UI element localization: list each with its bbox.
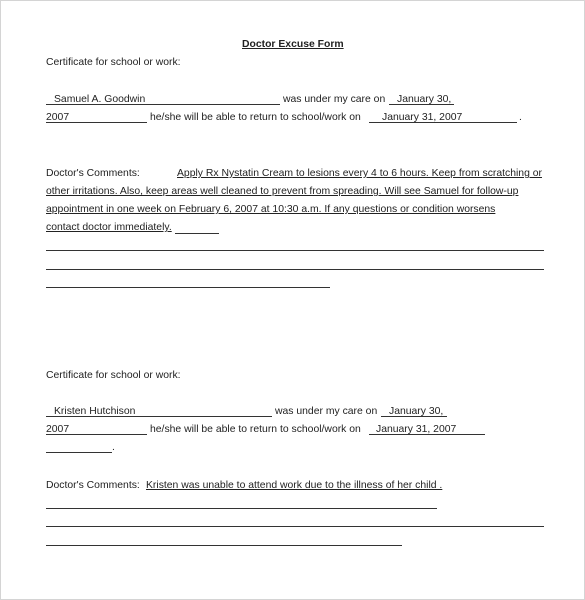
entry1-heading: Certificate for school or work: bbox=[46, 57, 181, 68]
entry1-return-date-line bbox=[369, 122, 517, 123]
entry2-care-date-line bbox=[381, 416, 447, 417]
entry1-comments-line2[interactable]: other irritations. Also, keep areas well cleaned to prevent from spreading. Will see Samuel for follow-up bbox=[46, 186, 519, 197]
entry2-blank-line-3 bbox=[46, 545, 402, 546]
entry2-end-mark: . bbox=[112, 442, 115, 453]
entry2-care-date-part1[interactable]: January 30, bbox=[389, 406, 444, 417]
entry1-blank-line-1 bbox=[46, 250, 544, 251]
entry1-comments-tail-line bbox=[175, 233, 219, 234]
entry2-continuation-line bbox=[46, 452, 112, 453]
entry2-care-date-part2[interactable]: 2007 bbox=[46, 424, 70, 435]
entry1-return-text: he/she will be able to return to school/work on bbox=[150, 112, 361, 123]
form-title: Doctor Excuse Form bbox=[242, 39, 344, 50]
entry1-comments-line3[interactable]: appointment in one week on February 6, 2007 at 10:30 a.m. If any questions or condition worsens bbox=[46, 204, 496, 215]
entry1-end-mark: . bbox=[519, 112, 522, 123]
entry1-care-date-part1[interactable]: January 30, bbox=[397, 94, 452, 105]
entry1-blank-line-2 bbox=[46, 269, 544, 270]
entry1-comments-line4[interactable]: contact doctor immediately. bbox=[46, 222, 172, 233]
entry2-name-line bbox=[46, 416, 272, 417]
entry1-patient-name[interactable]: Samuel A. Goodwin bbox=[54, 94, 146, 105]
entry2-blank-line-1 bbox=[46, 508, 437, 509]
entry1-name-line bbox=[46, 104, 280, 105]
entry2-return-text: he/she will be able to return to school/work on bbox=[150, 424, 361, 435]
entry2-comments-line1[interactable]: Kristen was unable to attend work due to the illness of her child . bbox=[146, 480, 443, 491]
entry1-blank-line-3 bbox=[46, 287, 330, 288]
entry2-heading: Certificate for school or work: bbox=[46, 370, 181, 381]
entry1-care-text: was under my care on bbox=[283, 94, 386, 105]
entry2-return-date[interactable]: January 31, 2007 bbox=[376, 424, 457, 435]
entry1-comments-label: Doctor's Comments: bbox=[46, 168, 140, 179]
entry2-patient-name[interactable]: Kristen Hutchison bbox=[54, 406, 136, 417]
entry2-comments-label: Doctor's Comments: bbox=[46, 480, 140, 491]
entry2-blank-line-2 bbox=[46, 526, 544, 527]
entry2-care-text: was under my care on bbox=[275, 406, 378, 417]
entry2-return-date-line bbox=[369, 434, 485, 435]
entry2-care-date-line2 bbox=[46, 434, 147, 435]
entry1-comments-line1[interactable]: Apply Rx Nystatin Cream to lesions every 4 to 6 hours. Keep from scratching or bbox=[177, 168, 542, 179]
entry1-care-date-line2 bbox=[46, 122, 147, 123]
entry1-care-date-part2[interactable]: 2007 bbox=[46, 112, 70, 123]
entry1-care-date-line bbox=[389, 104, 454, 105]
entry1-return-date[interactable]: January 31, 2007 bbox=[382, 112, 463, 123]
